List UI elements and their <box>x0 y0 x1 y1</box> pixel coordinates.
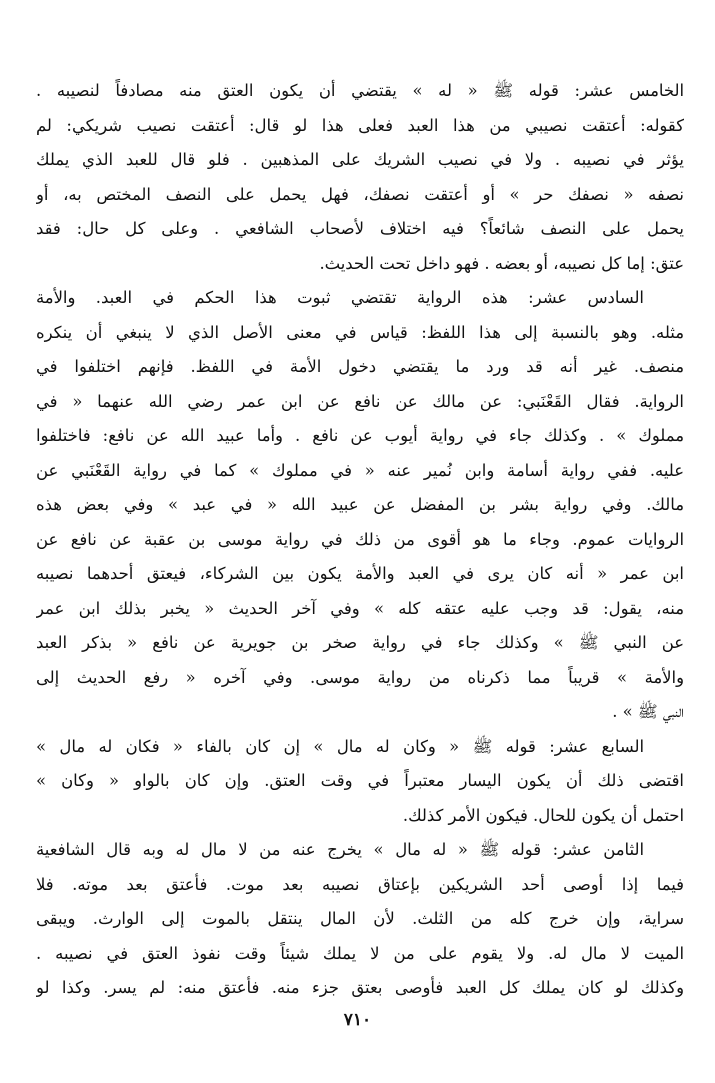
text-line: النبي ﷺ » . <box>612 702 684 721</box>
text-line: ابن عمر « أنه كان يرى في العبد والأمة يكون بين الشركاء، فيعتق أحدهما نصيبه <box>36 564 684 583</box>
text-line: يحمل على النصف شائعاً؟ فيه اختلاف لأصحاب الشافعي . وعلى كل حال: فقد <box>36 219 684 238</box>
text-line: عتق: إما كل نصيبه، أو بعضه . فهو داخل تحت الحديث. <box>319 253 684 273</box>
text-line: الخامس عشر: قوله ﷺ « له » يقتضي أن يكون العتق منه مصادفاً لنصيبه . <box>36 81 684 100</box>
text-line: مالك. وفي رواية بشر بن المفضل عن عبيد الله « في عبد » وفي بعض هذه <box>36 495 684 514</box>
page-body <box>36 74 684 1006</box>
text-line: منه، يقول: قد وجب عليه عتقه كله » وفي آخر الحديث « يخبر بذلك ابن عمر <box>36 598 684 618</box>
text-line: كقوله: أعتقت نصيبي من هذا العبد فعلى هذا لو قال: أعتقت نصيب شريكي: لم <box>36 115 684 135</box>
paragraph-start-line: السابع عشر: قوله ﷺ « وكان له مال » إن كان بالفاء « فكان له مال » <box>36 736 644 756</box>
page-number: ٧١٠ <box>343 1010 372 1030</box>
text-line: اقتضى ذلك أن يكون اليسار معتبراً في وقت العتق. وإن كان بالواو « وكان » <box>36 771 684 790</box>
text-line: والأمة » قريباً مما ذكرناه من رواية موسى. وفي آخره « رفع الحديث إلى <box>36 667 684 687</box>
text-line: يؤثر في نصيبه . ولا في نصيب الشريك على المذهبين . فلو قال للعبد الذي يملك <box>36 150 684 169</box>
paragraph-start-line: السادس عشر: هذه الرواية تقتضي ثبوت هذا الحكم في العبد. والأمة <box>36 288 644 307</box>
text-line: احتمل أن يكون للحال. فيكون الأمر كذلك. <box>402 805 684 825</box>
text-line: الروايات عموم. وجاء ما هو أقوى من ذلك في رواية موسى بن عقبة عن نافع عن <box>36 529 684 549</box>
text-line: الميت لا مال له. ولا يقوم على من لا يملك شيئاً وقت نفوذ العتق في نصيبه . <box>36 943 684 963</box>
text-line: نصفه « نصفك حر » أو أعتقت نصفك، فهل يحمل على النصف المختص به، أو <box>36 184 684 204</box>
text-line: عن النبي ﷺ » وكذلك جاء في رواية صخر بن جويرية عن نافع « بذكر العبد <box>36 633 684 652</box>
text-line: منصف. غير أنه قد ورد ما يقتضي دخول الأمة في اللفظ. فإنهم اختلفوا في <box>36 357 684 376</box>
paragraph-start-line: الثامن عشر: قوله ﷺ « له مال » يخرج عنه من لا مال له وبه قال الشافعية <box>36 840 644 859</box>
text-line: فيما إذا أوصى أحد الشريكين بإعتاق نصيبه بعد موت. فأعتق بعد موته. فلا <box>36 874 684 894</box>
text-line: الرواية. فقال القَعْنَبي: عن مالك عن نافع عن ابن عمر رضي الله عنهما « في <box>36 391 684 411</box>
text-line: وكذلك لو كان يملك كل العبد فأوصى بعتق جزء منه. فأعتق منه: لم يسر. وكذا لو <box>36 978 684 997</box>
text-line: سراية، وإن خرج كله من الثلث. لأن المال ينتقل بالموت إلى الوارث. ويبقى <box>36 909 684 928</box>
text-line: مملوك » . وكذلك جاء في رواية أيوب عن نافع . وأما عبيد الله عن نافع: فاختلفوا <box>36 426 684 445</box>
text-line: مثله. وهو بالنسبة إلى هذا اللفظ: قياس في معنى الأصل الذي لا ينبغي أن ينكره <box>36 322 684 342</box>
text-line: عليه. ففي رواية أسامة وابن نُمير عنه « في مملوك » كما في رواية القَعْنَبي عن <box>36 460 684 480</box>
